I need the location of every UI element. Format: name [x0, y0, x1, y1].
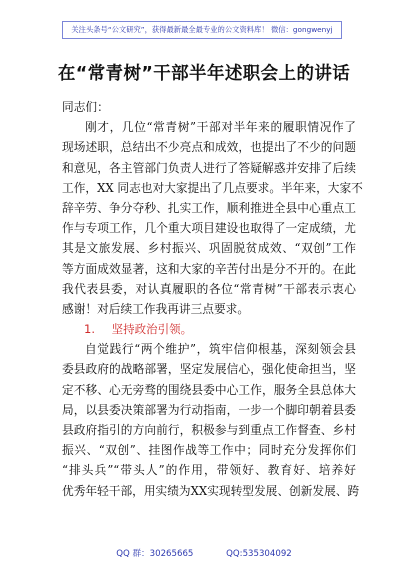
promo-banner: 关注头条号“公文研究”，获得最新最全最专业的公文资料库！ 微信：gongwenyj	[62, 21, 342, 39]
paragraph-line: 自觉践行“两个维护”，筑牢信仰根基，深刻领会县	[85, 342, 356, 357]
footer-contact	[0, 547, 408, 559]
paragraph-line: 优秀年轻干部，用实绩为XX实现转型发展、创新发展、跨	[62, 483, 360, 498]
paragraph-line: “排头兵”“带头人”的作用，带领好、教育好、培养好	[62, 463, 356, 478]
qq-group: QQ 群：30265665	[116, 549, 194, 559]
paragraph-line: 县政府指引的方向前行，积极参与到重点工作督查、乡村	[62, 423, 356, 437]
document-title: 在“常青树”干部半年述职会上的讲话	[57, 64, 351, 84]
qq-number: QQ:535304092	[226, 549, 292, 559]
paragraph-line: 振兴、“双创”、挂图作战等工作中；同时充分发挥你们	[62, 443, 356, 458]
paragraph-line: 委县政府的战略部署，坚定发展信心，强化使命担当，坚	[62, 362, 356, 377]
paragraph-line: 现场述职，总结出不少亮点和成效，也提出了不少的问题	[62, 140, 356, 155]
section-heading	[62, 319, 356, 339]
paragraph-line: 我代表县委，对认真履职的各位“常青树”干部表示衷心	[62, 281, 356, 296]
paragraph-line: 工作，XX 同志也对大家提出了几点要求。半年来，大家不	[62, 180, 363, 195]
section-number: 1.	[84, 322, 95, 337]
paragraph-line: 定不移、心无旁骛的围绕县委中心工作，服务全县总体大	[62, 382, 356, 397]
paragraph-line: 和意见，各主管部门负责人进行了答疑解惑并安排了后续	[62, 160, 356, 175]
paragraph-line: 刚才，几位“常青树”干部对半年来的履职情况作了	[85, 120, 356, 135]
paragraph-line: 作与专项工作，几个重大项目建设也取得了一定成绩，尤	[62, 221, 356, 236]
paragraph-line: 局，以县委决策部署为行动指南，一步一个脚印朝着县委	[62, 402, 356, 417]
paragraph-line: 其是文旅发展、乡村振兴、巩固脱贫成效、“双创”工作	[62, 241, 356, 256]
salutation: 同志们：	[62, 100, 109, 114]
paragraph-line: 感谢！对后续工作我再讲三点要求。	[62, 301, 250, 316]
paragraph-line: 辞辛劳、争分夺秒、扎实工作，顺利推进全县中心重点工	[62, 200, 356, 215]
document-body	[62, 97, 363, 501]
section-heading-text: 坚持政治引领。	[111, 322, 193, 337]
paragraph-line: 等方面成效显著，这和大家的辛苦付出是分不开的。在此	[62, 261, 356, 276]
